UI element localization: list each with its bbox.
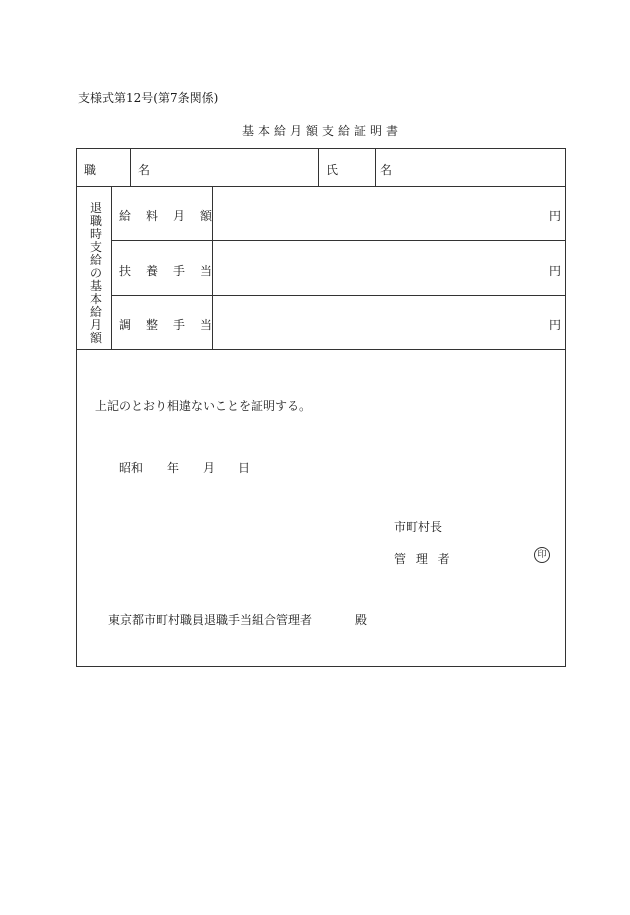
- name-field[interactable]: [376, 149, 565, 186]
- manager-label: 管 理 者: [394, 552, 453, 566]
- adjustment-allowance-label: 調整手当: [119, 318, 228, 332]
- job-title-field[interactable]: [131, 149, 318, 186]
- salary-yen-unit: 円: [549, 209, 562, 223]
- day-label: 日: [238, 461, 251, 475]
- row-divider: [76, 349, 566, 350]
- job-title-label: 職 名: [84, 163, 166, 177]
- form-number: 支様式第12号(第7条関係): [78, 91, 219, 105]
- column-divider: [318, 148, 319, 186]
- year-label: 年: [167, 461, 180, 475]
- salary-amount-field[interactable]: [213, 187, 553, 240]
- dependent-allowance-field[interactable]: [213, 241, 553, 295]
- certification-statement: 上記のとおり相違ないことを証明する。: [95, 399, 312, 413]
- column-divider: [111, 186, 112, 349]
- name-label: 氏 名: [326, 163, 408, 177]
- adjustment-allowance-field[interactable]: [213, 296, 553, 349]
- month-label: 月: [203, 461, 216, 475]
- salary-row-label: 給料月額: [119, 209, 228, 223]
- dependent-allowance-label: 扶養手当: [119, 264, 228, 278]
- seal-mark: 印: [534, 547, 550, 563]
- base-salary-group-label: 退職時支給の基本給月額: [89, 201, 102, 345]
- mayor-label: 市町村長: [394, 520, 443, 534]
- adjustment-allowance-yen-unit: 円: [549, 318, 562, 332]
- era-label: 昭和: [119, 461, 144, 475]
- document-title: 基本給月額支給証明書: [241, 124, 402, 138]
- dependent-allowance-yen-unit: 円: [549, 264, 562, 278]
- honorific: 殿: [355, 613, 368, 627]
- addressee: 東京都市町村職員退職手当組合管理者: [108, 613, 313, 627]
